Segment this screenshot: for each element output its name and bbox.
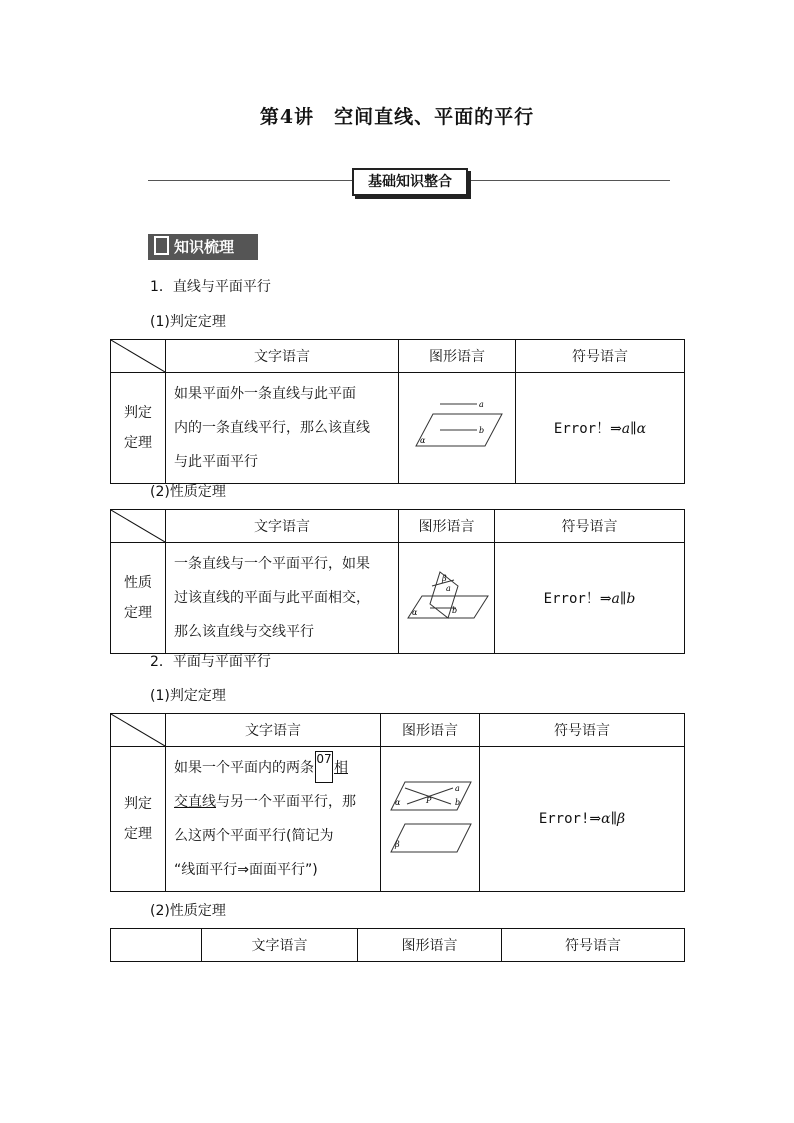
table-plane-plane-property: [110, 928, 685, 962]
heading-line-plane: 1．直线与平面平行: [150, 279, 271, 295]
subheading-judgment: (1)判定定理: [150, 314, 226, 330]
header-text-lang: 文字语言: [166, 340, 399, 373]
text-description: [166, 543, 399, 654]
heading-plane-plane: 2．平面与平面平行: [150, 654, 271, 670]
symbol-error: Error！: [553, 421, 611, 437]
row-label: [111, 747, 166, 892]
header-symbol-lang: 符号语言: [502, 929, 685, 962]
label-alpha: α: [420, 436, 426, 445]
section-tag: [148, 234, 258, 260]
label-b: b: [479, 426, 485, 435]
text-line: 内的一条直线平行，那么该直线: [174, 420, 370, 436]
label-a: a: [479, 400, 484, 409]
row-label-line: 定理: [124, 605, 152, 621]
text-line: [174, 751, 372, 785]
header-text-lang: 文字语言: [202, 929, 358, 962]
label-alpha: α: [411, 608, 417, 617]
label-b: b: [455, 798, 461, 807]
text-line: 一条直线与一个平面平行，如果: [174, 556, 370, 572]
symbol-cell: [516, 373, 685, 484]
diagonal-line: [111, 340, 165, 372]
header-symbol-lang: 符号语言: [480, 714, 685, 747]
intersecting-planes-figure: [402, 566, 492, 626]
row-label-line: 判定: [124, 405, 152, 421]
subheading-property-2: (2)性质定理: [150, 903, 226, 919]
row-label-line: 定理: [124, 826, 152, 842]
table-plane-plane-judgment: [110, 713, 685, 892]
corner-cell: [111, 929, 202, 962]
text-line: 如果平面外一条直线与此平面: [174, 386, 356, 402]
parallel-planes-figure: [385, 772, 475, 862]
symbol-error: Error！: [543, 591, 600, 607]
line-plane-parallel-figure: [407, 396, 507, 456]
text-description: [166, 373, 399, 484]
symbol-expr: ⇒α∥β: [589, 811, 626, 827]
answer-text: 交直线: [174, 794, 216, 810]
header-figure-lang: 图形语言: [399, 510, 495, 543]
row-label-line: 定理: [124, 435, 152, 451]
symbol-error: Error!: [538, 811, 590, 827]
symbol-cell: [480, 747, 685, 892]
header-text-lang: 文字语言: [166, 510, 399, 543]
header-figure-lang: 图形语言: [358, 929, 502, 962]
row-label: [111, 373, 166, 484]
header-figure-lang: 图形语言: [399, 340, 516, 373]
text-line: 过该直线的平面与此平面相交，: [174, 590, 370, 606]
row-label-line: 判定: [124, 796, 152, 812]
divider-left: [148, 180, 352, 181]
corner-cell: [111, 340, 166, 373]
label-P: P: [426, 796, 432, 805]
figure-cell: [381, 747, 480, 892]
text-description: [166, 747, 381, 892]
symbol-expr: ⇒a∥b: [599, 591, 636, 607]
text-fragment: 与另一个平面平行，那: [216, 794, 356, 810]
text-line: 与此平面平行: [174, 454, 258, 470]
symbol-expr: ⇒a∥α: [610, 421, 647, 437]
text-line: [174, 785, 372, 819]
checkbox-icon: [154, 236, 169, 255]
figure-cell: [399, 543, 495, 654]
corner-cell: [111, 714, 166, 747]
header-symbol-lang: 符号语言: [516, 340, 685, 373]
text-line: “线面平行⇒面面平行”): [174, 862, 318, 878]
diagonal-line: [111, 510, 165, 542]
row-label: [111, 543, 166, 654]
text-line: 那么该直线与交线平行: [174, 624, 314, 640]
blank-number-box: 07: [315, 751, 333, 783]
text-fragment: 如果一个平面内的两条: [174, 760, 314, 776]
label-beta: β: [395, 840, 400, 849]
label-a: a: [455, 784, 460, 793]
symbol-cell: [495, 543, 685, 654]
text-line: 么这两个平面平行(简记为: [174, 828, 334, 844]
section-tag-label: 知识梳理: [174, 238, 235, 256]
corner-cell: [111, 510, 166, 543]
figure-cell: [399, 373, 516, 484]
header-symbol-lang: 符号语言: [495, 510, 685, 543]
answer-text: 相: [334, 760, 348, 776]
label-beta: β: [441, 574, 447, 583]
diagonal-line: [111, 714, 165, 746]
label-b: b: [451, 606, 457, 615]
subheading-judgment-2: (1)判定定理: [150, 688, 226, 704]
table-line-plane-judgment: [110, 339, 685, 484]
label-a: a: [445, 584, 451, 593]
section-banner: 基础知识整合: [352, 168, 468, 196]
divider-right: [470, 180, 670, 181]
header-figure-lang: 图形语言: [381, 714, 480, 747]
subheading-property: (2)性质定理: [150, 484, 226, 500]
row-label-line: 性质: [124, 575, 152, 591]
table-line-plane-property: [110, 509, 685, 654]
header-text-lang: 文字语言: [166, 714, 381, 747]
page-title: 第4讲 空间直线、平面的平行: [259, 106, 535, 128]
label-alpha: α: [395, 798, 401, 807]
